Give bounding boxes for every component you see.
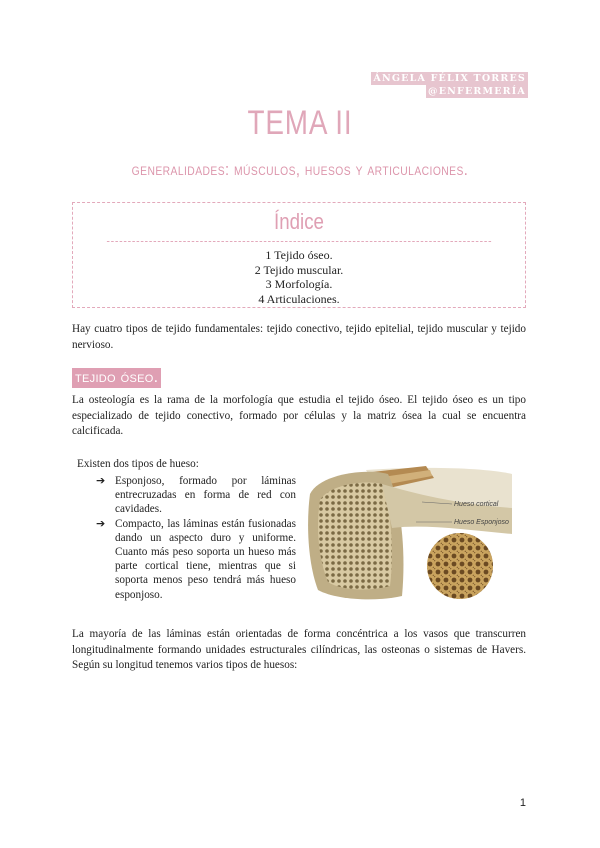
figure-label-esponjoso: Hueso Esponjoso (454, 519, 509, 526)
page-subtitle: generalidades: músculos, huesos y articulaciones. (131, 160, 469, 179)
intro-paragraph: Hay cuatro tipos de tejido fundamentales: tejido conectivo, tejido epitelial, tejido muscular y tejido nervioso. (72, 323, 526, 351)
author-name: ÁNGELA FÉLIX TORRES (373, 73, 526, 84)
index-item: 2 Tejido muscular. (254, 262, 344, 277)
list-item (96, 517, 296, 602)
bone-types-intro: Existen dos tipos de hueso: (77, 458, 199, 470)
index-box (72, 202, 526, 308)
index-item: 3 Morfología. (265, 277, 333, 291)
osteology-paragraph: La osteología es la rama de la morfología que estudia el tejido óseo. El tejido óseo es un tipo especializado de tejido conectivo, formado por células y la matriz ósea la cual se encuentra calcificada. (72, 394, 526, 437)
osteon-paragraph: La mayoría de las láminas están orientadas de forma concéntrica a los vasos que transcurren longitudinalmente formando unidades estructurales cilíndricas, las osteonas o sistemas de Havers. Según su longitud tenemos varios tipos de huesos: (72, 628, 526, 671)
author-handle: @ENFERMERÍA (428, 86, 526, 97)
page-title: TEMA II (247, 104, 353, 142)
bone-types-list (96, 474, 296, 602)
arrow-bullet-icon: ➔ (96, 516, 106, 530)
index-item: 1 Tejido óseo. (265, 248, 333, 262)
arrow-bullet-icon: ➔ (96, 474, 106, 487)
author-block (371, 72, 528, 98)
index-title: Índice (107, 203, 491, 242)
list-item (96, 474, 296, 517)
section-heading-tejido-oseo: tejido óseo. (72, 368, 161, 388)
list-item-text: Compacto, las láminas están fusionadas dando un aspecto duro y uniforme. Cuanto más peso soporta un hueso más parte cortical tiene, mientras que si soporta menos peso tendrá más hueso esponjoso. (115, 517, 296, 601)
list-item-text: Esponjoso, formado por láminas entrecruzadas en forma de red con cavidades. (115, 475, 296, 516)
index-list (73, 242, 525, 306)
index-item: 4 Articulaciones. (258, 291, 340, 306)
figure-label-cortical: Hueso cortical (454, 501, 499, 508)
bone-cross-section-image (306, 464, 512, 604)
page-number: 1 (519, 797, 526, 809)
